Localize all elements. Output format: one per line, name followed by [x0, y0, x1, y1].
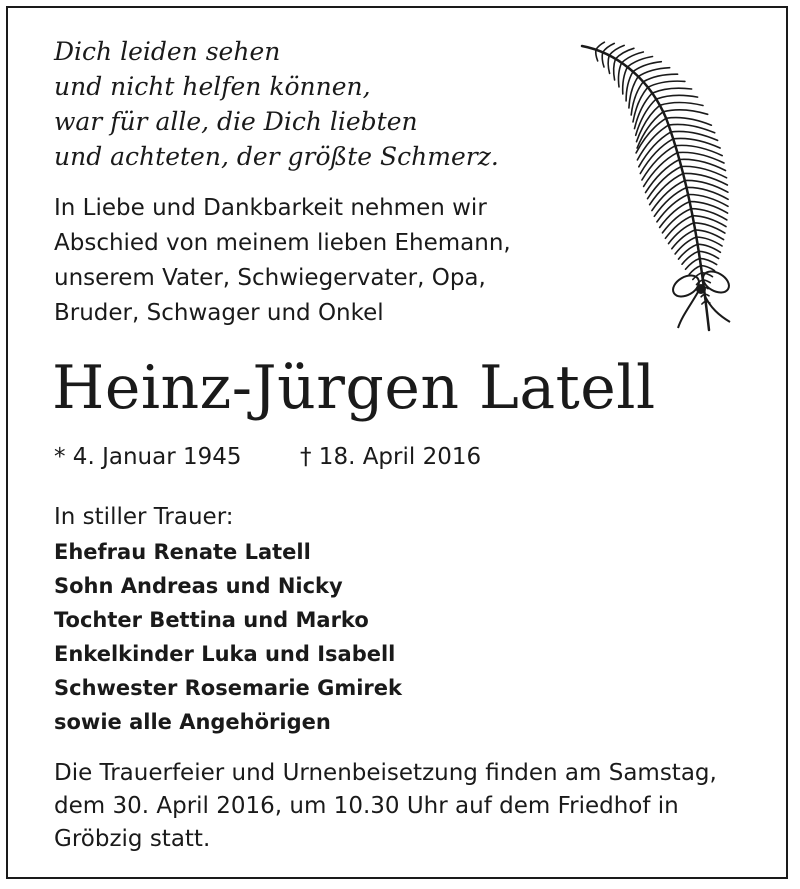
- service-line: dem 30. April 2016, um 10.30 Uhr auf dem Friedhof in: [54, 793, 679, 819]
- service-line: Gröbzig statt.: [54, 826, 211, 852]
- mourner-name: Ehefrau Renate Latell: [54, 540, 311, 564]
- intro-line: Abschied von meinem lieben Ehemann,: [54, 230, 511, 256]
- intro-line: unserem Vater, Schwiegervater, Opa,: [54, 265, 486, 291]
- mourner-name: Enkelkinder Luka und Isabell: [54, 642, 396, 666]
- intro-line: In Liebe und Dankbarkeit nehmen wir: [54, 195, 487, 221]
- service-line: Die Trauerfeier und Urnenbeisetzung finden am Samstag,: [54, 760, 717, 786]
- poem-line: und achteten, der größte Schmerz.: [54, 142, 499, 171]
- poem-line: Dich leiden sehen: [54, 37, 281, 66]
- birth-date: * 4. Januar 1945: [54, 444, 242, 470]
- mourner-name: Tochter Bettina und Marko: [54, 608, 369, 632]
- mourner-name: Schwester Rosemarie Gmirek: [54, 676, 402, 700]
- deceased-name: Heinz-Jürgen Latell: [52, 353, 656, 423]
- mourners-intro: In stiller Trauer:: [54, 504, 234, 530]
- service-info: [54, 757, 717, 856]
- life-dates: [54, 441, 482, 473]
- poem-line: und nicht helfen können,: [54, 72, 371, 101]
- poem: [54, 34, 499, 174]
- mourner-name: Sohn Andreas und Nicky: [54, 574, 343, 598]
- death-date: † 18. April 2016: [300, 444, 482, 470]
- feather-icon: [574, 38, 754, 338]
- mourner-name: sowie alle Angehörigen: [54, 710, 331, 734]
- poem-line: war für alle, die Dich liebten: [54, 107, 418, 136]
- intro-text: [54, 191, 511, 331]
- intro-line: Bruder, Schwager und Onkel: [54, 300, 384, 326]
- mourners-list: [54, 535, 402, 739]
